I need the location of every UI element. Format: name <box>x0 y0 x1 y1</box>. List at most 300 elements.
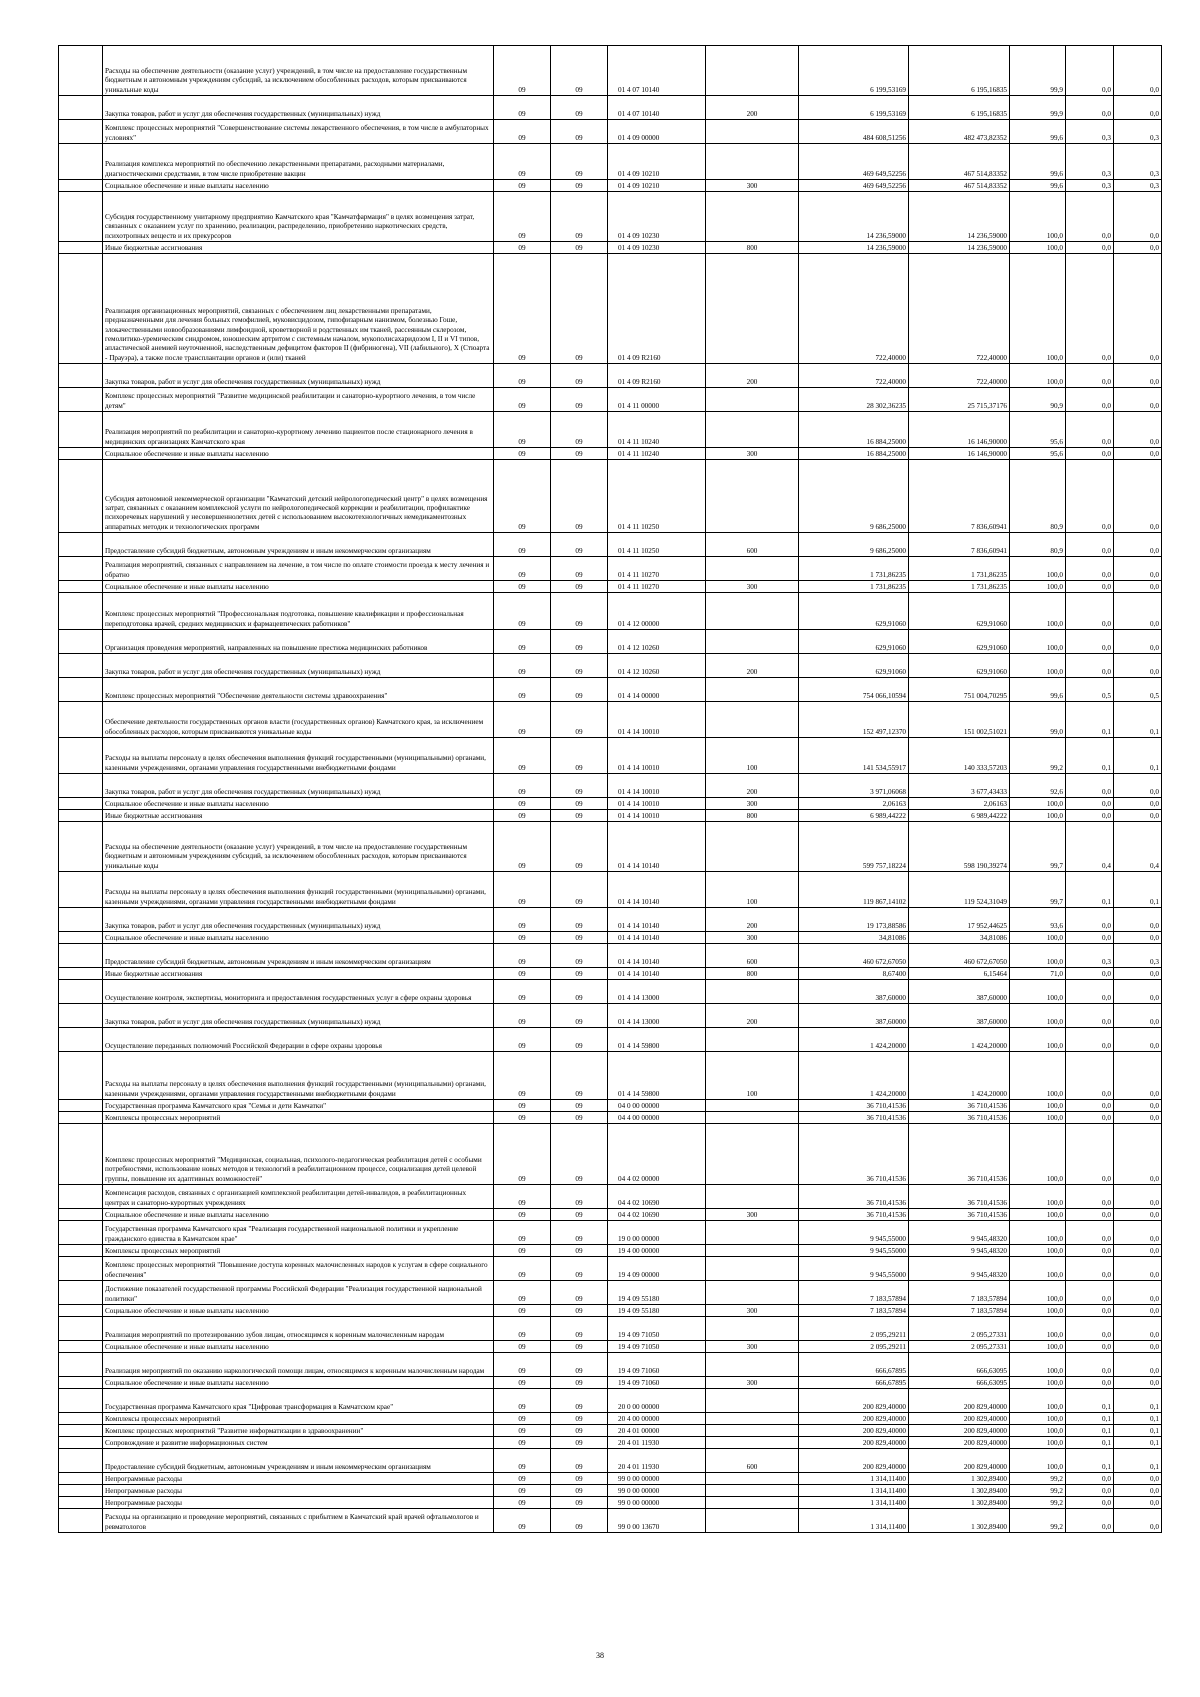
execution-percent: 99,2 <box>1010 1485 1066 1497</box>
subsection-code: 09 <box>551 533 608 557</box>
row-margin-cell <box>59 1124 103 1185</box>
subsection-code: 09 <box>551 448 608 460</box>
share-value-1: 0,0 <box>1066 1209 1114 1221</box>
row-name: Предоставление субсидий бюджетным, автономным учреждениям и иным некоммерческим организациям <box>103 533 494 557</box>
row-margin-cell <box>59 738 103 774</box>
execution-percent: 100,0 <box>1010 1437 1066 1449</box>
share-value-1: 0,0 <box>1066 1052 1114 1100</box>
row-name: Комплекс процессных мероприятий "Совершенствование системы лекарственного обеспечения, в том числе в амбулаторных условиях" <box>103 120 494 144</box>
row-margin-cell <box>59 798 103 810</box>
executed-amount: 722,40000 <box>909 364 1010 388</box>
section-code: 09 <box>494 460 551 533</box>
row-name: Социальное обеспечение и иные выплаты населению <box>103 1377 494 1389</box>
planned-amount: 200 829,40000 <box>799 1425 909 1437</box>
table-row <box>59 460 1162 533</box>
share-value-2: 0,4 <box>1114 822 1162 872</box>
share-value-1: 0,0 <box>1066 1124 1114 1185</box>
subsection-code: 09 <box>551 412 608 448</box>
executed-amount: 1 424,20000 <box>909 1028 1010 1052</box>
share-value-2: 0,0 <box>1114 1112 1162 1124</box>
section-code: 09 <box>494 1497 551 1509</box>
section-code: 09 <box>494 46 551 96</box>
section-code: 09 <box>494 932 551 944</box>
share-value-2: 0,0 <box>1114 1281 1162 1305</box>
row-margin-cell <box>59 932 103 944</box>
target-article-code: 19 4 00 00000 <box>608 1245 706 1257</box>
row-margin-cell <box>59 630 103 654</box>
share-value-2: 0,1 <box>1114 1437 1162 1449</box>
row-name: Комплекс процессных мероприятий "Медицинская, социальная, психолого-педагогическая реабилитация детей с особыми потребностями, использование новых методов и технологий в реабилитационном процессе, социализация детей целевой группы, повышение их адаптивных возможностей" <box>103 1124 494 1185</box>
table-row <box>59 738 1162 774</box>
share-value-1: 0,0 <box>1066 96 1114 120</box>
execution-percent: 100,0 <box>1010 932 1066 944</box>
executed-amount: 36 710,41536 <box>909 1185 1010 1209</box>
planned-amount: 1 424,20000 <box>799 1052 909 1100</box>
share-value-1: 0,1 <box>1066 1437 1114 1449</box>
share-value-2: 0,3 <box>1114 944 1162 968</box>
executed-amount: 25 715,37176 <box>909 388 1010 412</box>
row-name: Социальное обеспечение и иные выплаты населению <box>103 798 494 810</box>
expense-type-code <box>706 46 799 96</box>
table-row <box>59 1353 1162 1377</box>
execution-percent: 100,0 <box>1010 1004 1066 1028</box>
expense-type-code: 100 <box>706 738 799 774</box>
target-article-code: 01 4 14 10010 <box>608 798 706 810</box>
executed-amount: 6 989,44222 <box>909 810 1010 822</box>
target-article-code: 99 0 00 00000 <box>608 1497 706 1509</box>
row-name: Субсидия государственному унитарному предприятию Камчатского края "Камчатфармация" в целях возмещения затрат, связанных с оказанием услуг по хранению, реализации, распределению, приобретению наркотических средств, психотропных веществ и их прекурсоров <box>103 192 494 242</box>
row-margin-cell <box>59 1497 103 1509</box>
row-name: Государственная программа Камчатского края "Семья и дети Камчатки" <box>103 1100 494 1112</box>
row-margin-cell <box>59 980 103 1004</box>
executed-amount: 722,40000 <box>909 254 1010 364</box>
planned-amount: 2 095,29211 <box>799 1317 909 1341</box>
target-article-code: 19 4 09 71050 <box>608 1341 706 1353</box>
row-name: Предоставление субсидий бюджетным, автономным учреждениям и иным некоммерческим организациям <box>103 1449 494 1473</box>
section-code: 09 <box>494 1245 551 1257</box>
planned-amount: 200 829,40000 <box>799 1449 909 1473</box>
table-row <box>59 1497 1162 1509</box>
expense-type-code: 300 <box>706 1209 799 1221</box>
target-article-code: 19 4 09 71060 <box>608 1353 706 1377</box>
row-name: Закупка товаров, работ и услуг для обеспечения государственных (муниципальных) нужд <box>103 774 494 798</box>
row-margin-cell <box>59 1353 103 1377</box>
planned-amount: 754 066,10594 <box>799 678 909 702</box>
share-value-2: 0,0 <box>1114 448 1162 460</box>
share-value-2: 0,0 <box>1114 1473 1162 1485</box>
executed-amount: 36 710,41536 <box>909 1112 1010 1124</box>
executed-amount: 9 945,48320 <box>909 1257 1010 1281</box>
section-code: 09 <box>494 1485 551 1497</box>
subsection-code: 09 <box>551 1281 608 1305</box>
subsection-code: 09 <box>551 1341 608 1353</box>
row-margin-cell <box>59 1473 103 1485</box>
share-value-1: 0,0 <box>1066 254 1114 364</box>
row-margin-cell <box>59 192 103 242</box>
executed-amount: 598 190,39274 <box>909 822 1010 872</box>
section-code: 09 <box>494 1425 551 1437</box>
expense-type-code <box>706 1028 799 1052</box>
planned-amount: 469 649,52256 <box>799 144 909 180</box>
share-value-1: 0,0 <box>1066 1473 1114 1485</box>
planned-amount: 7 183,57894 <box>799 1281 909 1305</box>
target-article-code: 01 4 09 00000 <box>608 120 706 144</box>
row-name: Обеспечение деятельности государственных органов власти (государственных органов) Камчатского края, за исключением обособленных расходов, которым присваиваются уникальные коды <box>103 702 494 738</box>
execution-percent: 100,0 <box>1010 557 1066 581</box>
subsection-code: 09 <box>551 1473 608 1485</box>
executed-amount: 7 183,57894 <box>909 1305 1010 1317</box>
share-value-1: 0,0 <box>1066 1100 1114 1112</box>
expense-type-code: 200 <box>706 1004 799 1028</box>
table-row <box>59 908 1162 932</box>
expense-type-code <box>706 593 799 630</box>
target-article-code: 19 4 09 55180 <box>608 1305 706 1317</box>
executed-amount: 6 195,16835 <box>909 96 1010 120</box>
expense-type-code: 800 <box>706 810 799 822</box>
expense-type-code <box>706 1100 799 1112</box>
row-name: Социальное обеспечение и иные выплаты населению <box>103 1305 494 1317</box>
share-value-1: 0,0 <box>1066 810 1114 822</box>
share-value-2: 0,0 <box>1114 1245 1162 1257</box>
planned-amount: 141 534,55917 <box>799 738 909 774</box>
target-article-code: 01 4 14 10140 <box>608 822 706 872</box>
target-article-code: 01 4 11 10270 <box>608 557 706 581</box>
share-value-1: 0,1 <box>1066 1413 1114 1425</box>
subsection-code: 09 <box>551 774 608 798</box>
expense-type-code <box>706 980 799 1004</box>
share-value-2: 0,0 <box>1114 254 1162 364</box>
subsection-code: 09 <box>551 1221 608 1245</box>
executed-amount: 14 236,59000 <box>909 242 1010 254</box>
execution-percent: 99,6 <box>1010 180 1066 192</box>
row-name: Осуществление переданных полномочий Российской Федерации в сфере охраны здоровья <box>103 1028 494 1052</box>
row-name: Закупка товаров, работ и услуг для обеспечения государственных (муниципальных) нужд <box>103 96 494 120</box>
subsection-code: 09 <box>551 678 608 702</box>
execution-percent: 100,0 <box>1010 798 1066 810</box>
target-article-code: 20 4 01 11930 <box>608 1449 706 1473</box>
expense-type-code: 100 <box>706 1052 799 1100</box>
table-row <box>59 1028 1162 1052</box>
subsection-code: 09 <box>551 1497 608 1509</box>
share-value-2: 0,0 <box>1114 932 1162 944</box>
planned-amount: 36 710,41536 <box>799 1112 909 1124</box>
table-row <box>59 1052 1162 1100</box>
executed-amount: 387,60000 <box>909 980 1010 1004</box>
share-value-1: 0,3 <box>1066 944 1114 968</box>
section-code: 09 <box>494 1221 551 1245</box>
share-value-1: 0,0 <box>1066 774 1114 798</box>
table-row <box>59 630 1162 654</box>
section-code: 09 <box>494 810 551 822</box>
share-value-1: 0,5 <box>1066 678 1114 702</box>
execution-percent: 100,0 <box>1010 1389 1066 1413</box>
planned-amount: 387,60000 <box>799 980 909 1004</box>
section-code: 09 <box>494 120 551 144</box>
share-value-1: 0,1 <box>1066 872 1114 908</box>
share-value-2: 0,0 <box>1114 1257 1162 1281</box>
planned-amount: 1 424,20000 <box>799 1028 909 1052</box>
section-code: 09 <box>494 180 551 192</box>
section-code: 09 <box>494 1437 551 1449</box>
executed-amount: 460 672,67050 <box>909 944 1010 968</box>
subsection-code: 09 <box>551 46 608 96</box>
table-row <box>59 1437 1162 1449</box>
target-article-code: 01 4 09 10210 <box>608 144 706 180</box>
share-value-1: 0,0 <box>1066 798 1114 810</box>
row-name: Реализация мероприятий по реабилитации и санаторно-курортному лечению пациентов после стационарного лечения в медицинских организациях Камчатского края <box>103 412 494 448</box>
execution-percent: 99,6 <box>1010 144 1066 180</box>
planned-amount: 19 173,88586 <box>799 908 909 932</box>
execution-percent: 100,0 <box>1010 1281 1066 1305</box>
planned-amount: 9 686,25000 <box>799 460 909 533</box>
subsection-code: 09 <box>551 932 608 944</box>
executed-amount: 200 829,40000 <box>909 1437 1010 1449</box>
execution-percent: 100,0 <box>1010 1209 1066 1221</box>
planned-amount: 8,67400 <box>799 968 909 980</box>
share-value-1: 0,0 <box>1066 1028 1114 1052</box>
share-value-1: 0,1 <box>1066 1425 1114 1437</box>
row-margin-cell <box>59 968 103 980</box>
execution-percent: 100,0 <box>1010 810 1066 822</box>
executed-amount: 200 829,40000 <box>909 1425 1010 1437</box>
subsection-code: 09 <box>551 96 608 120</box>
section-code: 09 <box>494 1209 551 1221</box>
subsection-code: 09 <box>551 1257 608 1281</box>
expense-type-code <box>706 120 799 144</box>
section-code: 09 <box>494 1028 551 1052</box>
subsection-code: 09 <box>551 908 608 932</box>
share-value-1: 0,0 <box>1066 932 1114 944</box>
planned-amount: 9 945,55000 <box>799 1245 909 1257</box>
execution-percent: 100,0 <box>1010 944 1066 968</box>
section-code: 09 <box>494 1112 551 1124</box>
target-article-code: 04 0 00 00000 <box>608 1100 706 1112</box>
share-value-1: 0,0 <box>1066 1185 1114 1209</box>
subsection-code: 09 <box>551 702 608 738</box>
target-article-code: 01 4 14 13000 <box>608 980 706 1004</box>
executed-amount: 2 095,27331 <box>909 1341 1010 1353</box>
executed-amount: 1 302,89400 <box>909 1485 1010 1497</box>
expense-type-code: 800 <box>706 968 799 980</box>
table-row <box>59 774 1162 798</box>
row-margin-cell <box>59 1100 103 1112</box>
share-value-1: 0,0 <box>1066 980 1114 1004</box>
row-name: Непрограммные расходы <box>103 1497 494 1509</box>
subsection-code: 09 <box>551 557 608 581</box>
target-article-code: 04 4 02 10690 <box>608 1209 706 1221</box>
execution-percent: 100,0 <box>1010 1377 1066 1389</box>
table-row <box>59 412 1162 448</box>
subsection-code: 09 <box>551 364 608 388</box>
target-article-code: 01 4 11 10270 <box>608 581 706 593</box>
row-name: Закупка товаров, работ и услуг для обеспечения государственных (муниципальных) нужд <box>103 654 494 678</box>
expense-type-code <box>706 1497 799 1509</box>
subsection-code: 09 <box>551 822 608 872</box>
share-value-2: 0,0 <box>1114 1221 1162 1245</box>
table-row <box>59 1281 1162 1305</box>
subsection-code: 09 <box>551 1425 608 1437</box>
share-value-2: 0,0 <box>1114 630 1162 654</box>
subsection-code: 09 <box>551 872 608 908</box>
executed-amount: 3 677,43433 <box>909 774 1010 798</box>
section-code: 09 <box>494 242 551 254</box>
section-code: 09 <box>494 908 551 932</box>
row-name: Иные бюджетные ассигнования <box>103 810 494 822</box>
row-name: Расходы на организацию и проведение мероприятий, связанных с прибытием в Камчатский край врачей офтальмологов и ревматологов <box>103 1509 494 1533</box>
share-value-1: 0,0 <box>1066 908 1114 932</box>
subsection-code: 09 <box>551 1389 608 1413</box>
section-code: 09 <box>494 944 551 968</box>
share-value-2: 0,0 <box>1114 46 1162 96</box>
table-row <box>59 1112 1162 1124</box>
section-code: 09 <box>494 738 551 774</box>
row-name: Иные бюджетные ассигнования <box>103 968 494 980</box>
subsection-code: 09 <box>551 242 608 254</box>
share-value-2: 0,0 <box>1114 192 1162 242</box>
section-code: 09 <box>494 581 551 593</box>
expense-type-code <box>706 192 799 242</box>
row-margin-cell <box>59 557 103 581</box>
subsection-code: 09 <box>551 1245 608 1257</box>
row-name: Социальное обеспечение и иные выплаты населению <box>103 1341 494 1353</box>
expense-type-code <box>706 822 799 872</box>
row-name: Комплекс процессных мероприятий "Развитие информатизации в здравоохранении" <box>103 1425 494 1437</box>
planned-amount: 387,60000 <box>799 1004 909 1028</box>
executed-amount: 629,91060 <box>909 630 1010 654</box>
planned-amount: 14 236,59000 <box>799 192 909 242</box>
row-name: Государственная программа Камчатского края "Реализация государственной национальной политики и укрепление гражданского единства в Камчатском крае" <box>103 1221 494 1245</box>
row-name: Комплексы процессных мероприятий <box>103 1413 494 1425</box>
executed-amount: 36 710,41536 <box>909 1100 1010 1112</box>
share-value-2: 0,0 <box>1114 1209 1162 1221</box>
target-article-code: 01 4 09 R2160 <box>608 364 706 388</box>
expense-type-code: 300 <box>706 798 799 810</box>
execution-percent: 99,2 <box>1010 1509 1066 1533</box>
target-article-code: 01 4 14 10010 <box>608 738 706 774</box>
execution-percent: 99,6 <box>1010 120 1066 144</box>
execution-percent: 99,2 <box>1010 1497 1066 1509</box>
row-name: Комплекс процессных мероприятий "Развитие медицинской реабилитации и санаторно-курортного лечения, в том числе детям" <box>103 388 494 412</box>
executed-amount: 467 514,83352 <box>909 180 1010 192</box>
share-value-1: 0,4 <box>1066 822 1114 872</box>
expense-type-code <box>706 1124 799 1185</box>
section-code: 09 <box>494 144 551 180</box>
share-value-1: 0,0 <box>1066 412 1114 448</box>
target-article-code: 01 4 12 00000 <box>608 593 706 630</box>
subsection-code: 09 <box>551 1124 608 1185</box>
expense-type-code: 100 <box>706 872 799 908</box>
section-code: 09 <box>494 1317 551 1341</box>
share-value-1: 0,3 <box>1066 180 1114 192</box>
expense-type-code <box>706 557 799 581</box>
section-code: 09 <box>494 1004 551 1028</box>
section-code: 09 <box>494 1281 551 1305</box>
row-margin-cell <box>59 1341 103 1353</box>
execution-percent: 99,7 <box>1010 872 1066 908</box>
row-name: Комплексы процессных мероприятий <box>103 1112 494 1124</box>
table-row <box>59 593 1162 630</box>
executed-amount: 666,63095 <box>909 1377 1010 1389</box>
subsection-code: 09 <box>551 1437 608 1449</box>
share-value-1: 0,1 <box>1066 702 1114 738</box>
execution-percent: 99,2 <box>1010 738 1066 774</box>
table-row <box>59 1317 1162 1341</box>
expense-type-code <box>706 1221 799 1245</box>
table-row <box>59 46 1162 96</box>
target-article-code: 01 4 14 10140 <box>608 908 706 932</box>
row-margin-cell <box>59 702 103 738</box>
expense-type-code <box>706 1473 799 1485</box>
share-value-1: 0,0 <box>1066 1221 1114 1245</box>
planned-amount: 16 884,25000 <box>799 448 909 460</box>
share-value-1: 0,0 <box>1066 557 1114 581</box>
executed-amount: 140 333,57203 <box>909 738 1010 774</box>
expense-type-code <box>706 412 799 448</box>
expense-type-code <box>706 678 799 702</box>
row-name: Компенсация расходов, связанных с организацией комплексной реабилитации детей-инвалидов, в реабилитационных центрах и санаторно-курортных учреждениях <box>103 1185 494 1209</box>
expense-type-code: 800 <box>706 242 799 254</box>
execution-percent: 95,6 <box>1010 448 1066 460</box>
subsection-code: 09 <box>551 1317 608 1341</box>
share-value-2: 0,0 <box>1114 1052 1162 1100</box>
row-name: Субсидия автономной некоммерческой организации "Камчатский детский нейрологопедический центр" в целях возмещения затрат, связанных с оказанием комплексной услуги по нейрологопедической коррекции и реабилитации, профилактике психоречевых нарушений у несовершеннолетних детей с использованием высокотехнологичных немедикаментозных аппаратных методик и технологических программ <box>103 460 494 533</box>
execution-percent: 100,0 <box>1010 1028 1066 1052</box>
execution-percent: 99,6 <box>1010 678 1066 702</box>
section-code: 09 <box>494 1413 551 1425</box>
table-row <box>59 364 1162 388</box>
row-name: Предоставление субсидий бюджетным, автономным учреждениям и иным некоммерческим организациям <box>103 944 494 968</box>
execution-percent: 99,9 <box>1010 96 1066 120</box>
section-code: 09 <box>494 533 551 557</box>
planned-amount: 629,91060 <box>799 593 909 630</box>
execution-percent: 100,0 <box>1010 1305 1066 1317</box>
target-article-code: 01 4 07 10140 <box>608 46 706 96</box>
expense-type-code: 600 <box>706 1449 799 1473</box>
executed-amount: 6 195,16835 <box>909 46 1010 96</box>
budget-table <box>58 45 1162 1533</box>
planned-amount: 7 183,57894 <box>799 1305 909 1317</box>
row-margin-cell <box>59 908 103 932</box>
target-article-code: 01 4 11 00000 <box>608 388 706 412</box>
section-code: 09 <box>494 1124 551 1185</box>
section-code: 09 <box>494 192 551 242</box>
target-article-code: 01 4 11 10240 <box>608 412 706 448</box>
share-value-2: 0,0 <box>1114 1185 1162 1209</box>
share-value-2: 0,0 <box>1114 908 1162 932</box>
execution-percent: 100,0 <box>1010 364 1066 388</box>
executed-amount: 7 836,60941 <box>909 460 1010 533</box>
budget-table-body <box>59 46 1162 1533</box>
planned-amount: 484 608,51256 <box>799 120 909 144</box>
planned-amount: 36 710,41536 <box>799 1185 909 1209</box>
share-value-2: 0,0 <box>1114 980 1162 1004</box>
executed-amount: 200 829,40000 <box>909 1449 1010 1473</box>
executed-amount: 2 095,27331 <box>909 1317 1010 1341</box>
target-article-code: 04 4 02 00000 <box>608 1124 706 1185</box>
section-code: 09 <box>494 702 551 738</box>
target-article-code: 01 4 11 10250 <box>608 460 706 533</box>
table-row <box>59 1257 1162 1281</box>
row-margin-cell <box>59 1425 103 1437</box>
share-value-2: 0,0 <box>1114 798 1162 810</box>
target-article-code: 01 4 09 R2160 <box>608 254 706 364</box>
execution-percent: 100,0 <box>1010 1124 1066 1185</box>
planned-amount: 1 731,86235 <box>799 557 909 581</box>
table-row <box>59 1509 1162 1533</box>
executed-amount: 9 945,48320 <box>909 1221 1010 1245</box>
section-code: 09 <box>494 412 551 448</box>
expense-type-code: 200 <box>706 654 799 678</box>
